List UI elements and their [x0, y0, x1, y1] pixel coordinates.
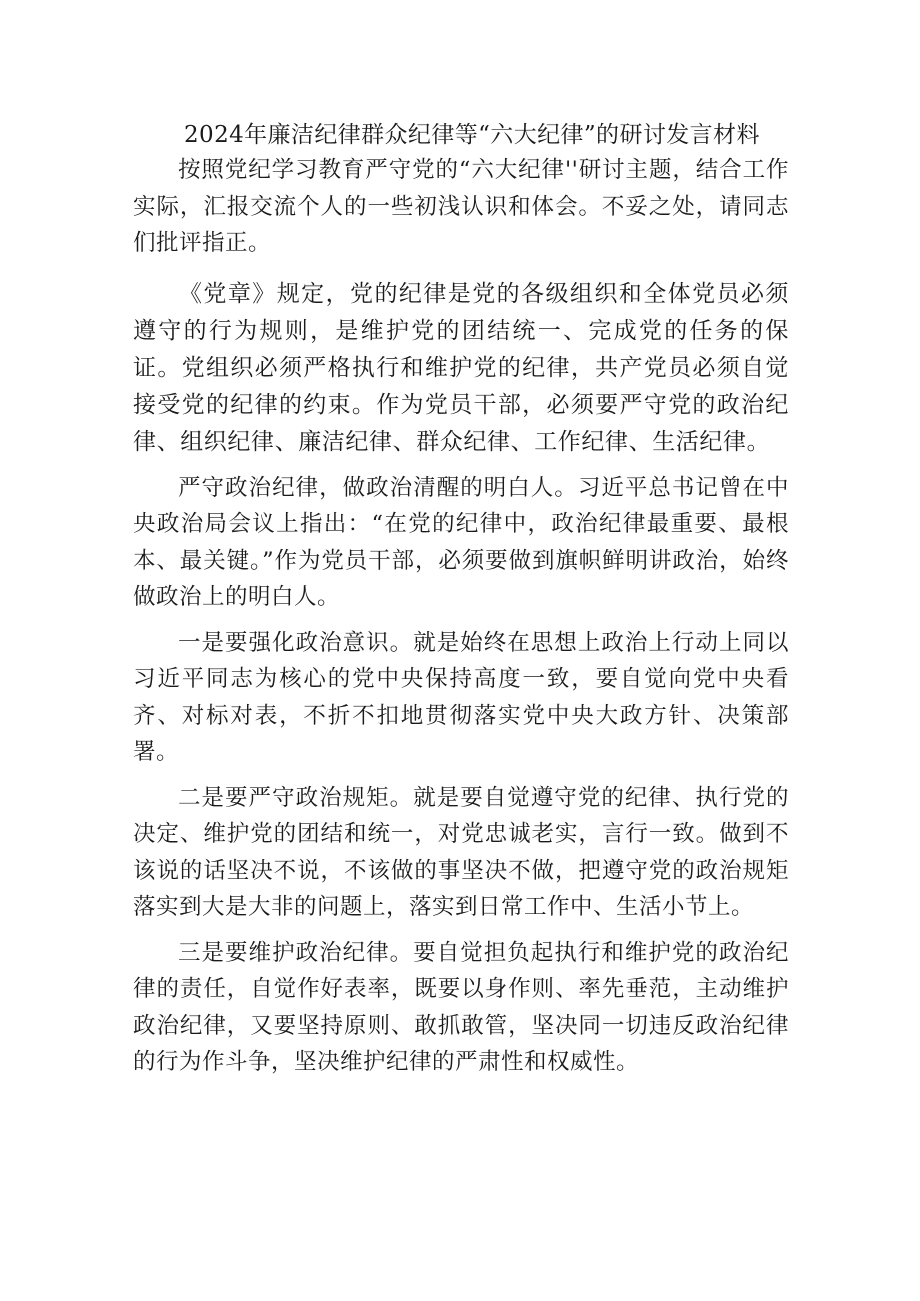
political-discipline-paragraph: 严守政治纪律，做政治清醒的明白人。习近平总书记曾在中央政治局会议上指出：“在党的纪律中，政治纪律最重要、最根本、最关键。”作为党员干部，必须要做到旗帜鲜明讲政治，始终做政治上的明白人。 — [133, 474, 789, 610]
document-title: 2024年廉洁纪律群众纪律等“六大纪律”的研讨发言材料 — [184, 122, 760, 148]
point-one-paragraph: 一是要强化政治意识。就是始终在思想上政治上行动上同以习近平同志为核心的党中央保持高度一致，要自觉向党中央看齐、对标对表，不折不扣地贯彻落实党中央大政方针、决策部署。 — [133, 629, 789, 765]
point-three-paragraph: 三是要维护政治纪律。要自觉担负起执行和维护党的政治纪律的责任，自觉作好表率，既要以身作则、率先垂范，主动维护政治纪律，又要坚持原则、敢抓敢管，坚决同一切违反政治纪律的行为作斗争，坚决维护纪律的严肃性和权威性。 — [133, 939, 789, 1075]
point-two-paragraph: 二是要严守政治规矩。就是要自觉遵守党的纪律、执行党的决定、维护党的团结和统一，对党忠诚老实，言行一致。做到不该说的话坚决不说，不该做的事坚决不做，把遵守党的政治规矩落实到大是大非的问题上，落实到日常工作中、生活小节上。 — [133, 784, 789, 920]
document-body — [133, 118, 789, 1081]
intro-paragraph: 按照党纪学习教育严守党的“六大纪律''研讨主题，结合工作实际，汇报交流个人的一些初浅认识和体会。不妥之处，请同志们批评指正。 — [133, 157, 789, 256]
party-constitution-paragraph: 《党章》规定，党的纪律是党的各级组织和全体党员必须遵守的行为规则，是维护党的团结统一、完成党的任务的保证。党组织必须严格执行和维护党的纪律，共产党员必须自觉接受党的纪律的约束。作为党员干部，必须要严守党的政治纪律、组织纪律、廉洁纪律、群众纪律、工作纪律、生活纪律。 — [133, 280, 789, 455]
